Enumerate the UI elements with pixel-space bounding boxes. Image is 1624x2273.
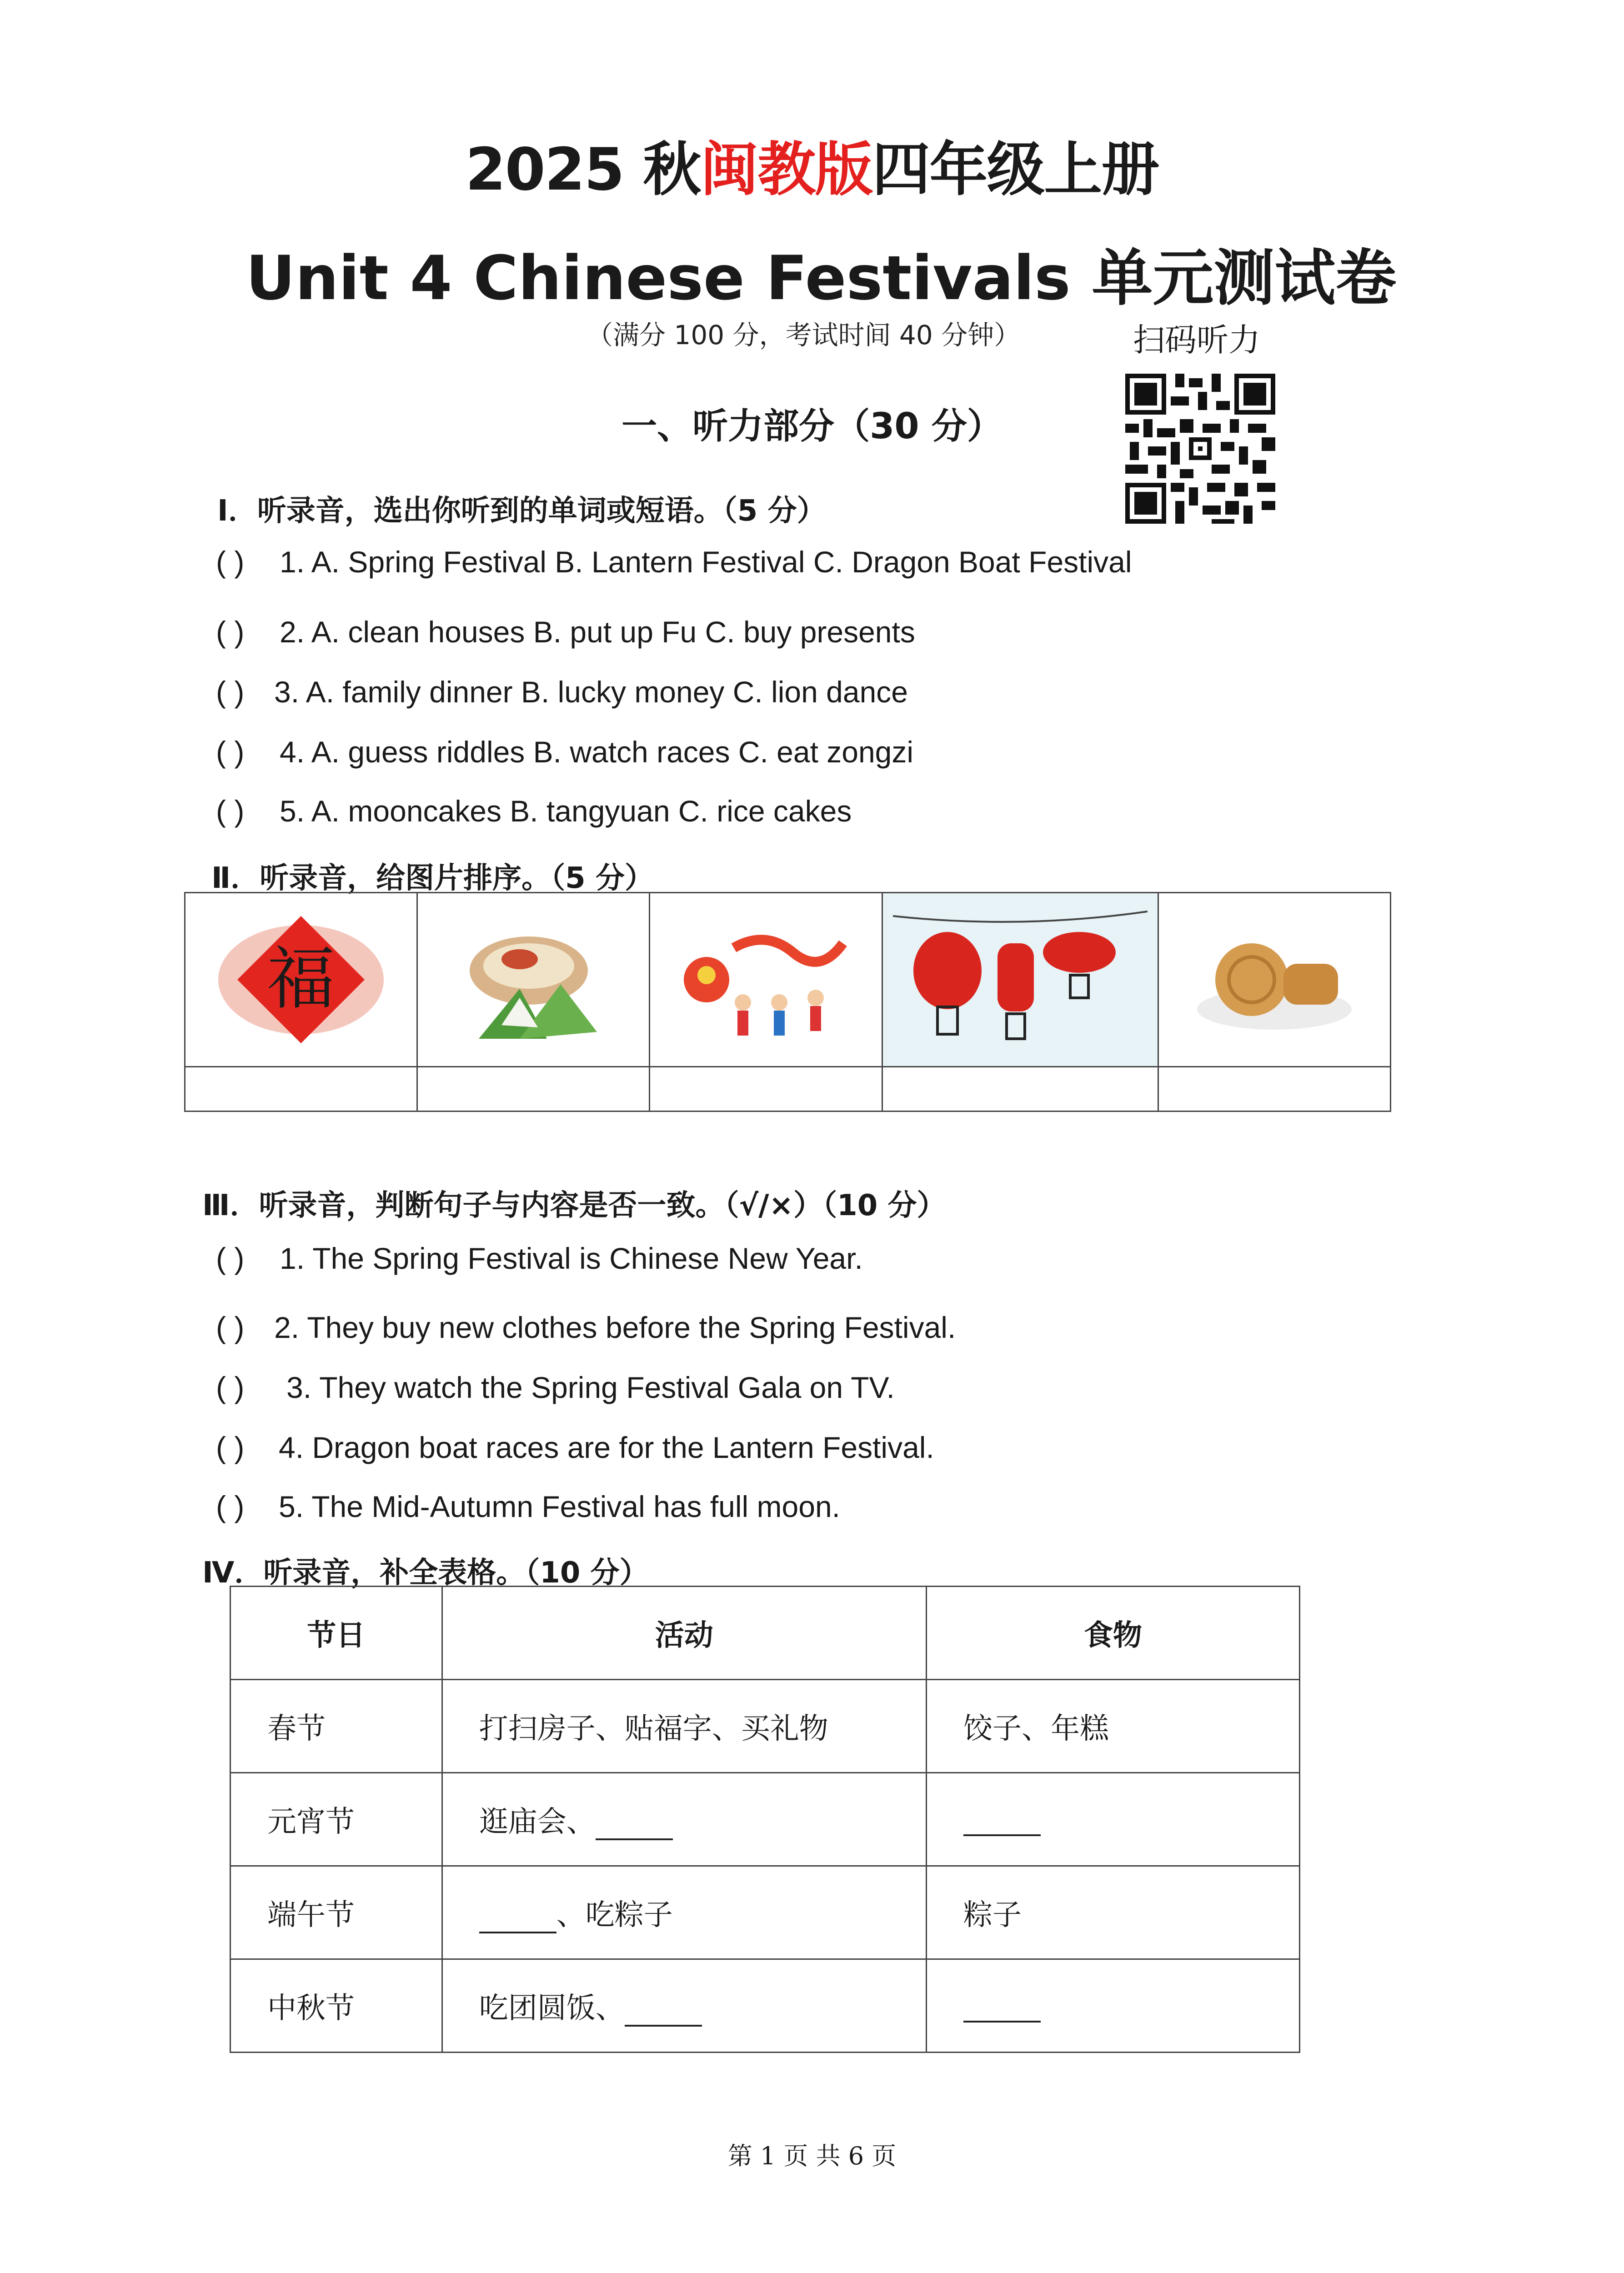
order-blank-2[interactable] [417, 1067, 650, 1111]
part1-question-4: ( ) 4. A. guess riddles B. watch races C. eat zongzi [216, 735, 914, 769]
answer-parens[interactable]: ( ) [216, 1311, 245, 1344]
title-prefix: 2025 秋 [465, 136, 701, 204]
part1-question-1: ( ) 1. A. Spring Festival B. Lantern Festival C. Dragon Boat Festival [216, 545, 1132, 579]
part3-statement-1: ( ) 1. The Spring Festival is Chinese New Year. [216, 1242, 863, 1275]
unit-title: Unit 4 Chinese Festivals 单元测试卷 [246, 243, 1397, 314]
answer-parens[interactable]: ( ) [216, 1431, 245, 1464]
picture-lanterns [882, 893, 1158, 1067]
part3-statement-3: ( ) 3. They watch the Spring Festival Gala on TV. [216, 1371, 895, 1404]
title-suffix: 四年级上册 [872, 136, 1159, 204]
part1-question-5: ( ) 5. A. mooncakes B. tangyuan C. rice cakes [216, 794, 852, 828]
order-blank-1[interactable] [185, 1067, 417, 1111]
part3-statement-5: ( ) 5. The Mid-Autumn Festival has full moon. [216, 1490, 840, 1523]
fill-blank[interactable] [625, 2007, 702, 2027]
answer-parens[interactable]: ( ) [216, 1242, 245, 1275]
column-food: 食物 [926, 1587, 1299, 1680]
fill-blank[interactable] [479, 1913, 556, 1933]
activity-cell: 打扫房子、贴福字、买礼物 [442, 1680, 926, 1773]
part4-heading: Ⅳ．听录音，补全表格。（10 分） [202, 1556, 649, 1590]
fu-character-icon [215, 905, 387, 1055]
part3-heading: Ⅲ．听录音，判断句子与内容是否一致。（√/×）（10 分） [202, 1189, 946, 1222]
page-footer: 第 1 页 共 6 页 [727, 2142, 897, 2170]
food-cell: 饺子、年糕 [926, 1680, 1299, 1773]
picture-lion-dance [650, 893, 882, 1067]
picture-order-table [184, 892, 1391, 1112]
activity-cell: 、吃粽子 [442, 1866, 926, 1959]
part1-question-2: ( ) 2. A. clean houses B. put up Fu C. buy presents [216, 615, 915, 649]
activity-cell: 逛庙会、 [442, 1773, 926, 1866]
exam-title [0, 123, 1624, 206]
title-highlight: 闽教版 [700, 136, 872, 204]
order-blank-4[interactable] [882, 1067, 1158, 1111]
table-row [231, 1773, 1300, 1866]
festival-cell: 元宵节 [231, 1773, 442, 1866]
answer-parens[interactable]: ( ) [216, 545, 245, 579]
answer-parens[interactable]: ( ) [216, 615, 245, 649]
festival-cell: 中秋节 [231, 1959, 442, 2053]
picture-fu [185, 893, 417, 1067]
answer-parens[interactable]: ( ) [216, 675, 245, 709]
column-festival: 节日 [231, 1587, 442, 1680]
table-row [231, 1959, 1300, 2053]
table-row [231, 1680, 1300, 1773]
part1-heading: Ⅰ．听录音，选出你听到的单词或短语。（5 分） [217, 494, 826, 528]
order-blank-5[interactable] [1158, 1067, 1391, 1111]
red-lanterns-icon [893, 902, 1148, 1057]
part3-statement-2: ( ) 2. They buy new clothes before the Spring Festival. [216, 1311, 956, 1344]
festival-cell: 端午节 [231, 1866, 442, 1959]
order-blank-3[interactable] [650, 1067, 882, 1111]
qr-code-icon[interactable] [1125, 374, 1275, 524]
festival-cell: 春节 [231, 1680, 442, 1773]
scan-label: 扫码听力 [1133, 321, 1260, 359]
part3-statement-4: ( ) 4. Dragon boat races are for the Lantern Festival. [216, 1431, 934, 1464]
zongzi-icon [451, 907, 615, 1052]
table-row [231, 1866, 1300, 1959]
lion-dragon-dance-icon [675, 911, 857, 1048]
fill-blank[interactable] [963, 1816, 1041, 1836]
part2-heading: Ⅱ．听录音，给图片排序。（5 分） [211, 861, 654, 895]
part1-question-3: ( ) 3. A. family dinner B. lucky money C. lion dance [216, 675, 908, 709]
picture-mooncakes [1158, 893, 1391, 1067]
activity-cell: 吃团圆饭、 [442, 1959, 926, 2053]
table-header-row [231, 1587, 1300, 1680]
mooncakes-icon [1193, 911, 1356, 1048]
picture-zongzi [417, 893, 650, 1067]
fill-blank[interactable] [596, 1820, 673, 1840]
section-heading-listening: 一、听力部分（30 分） [622, 406, 1002, 447]
answer-parens[interactable]: ( ) [216, 1371, 245, 1404]
score-time-note: （满分 100 分，考试时间 40 分钟） [586, 320, 1021, 350]
festival-table [230, 1586, 1300, 2053]
food-cell [926, 1773, 1299, 1866]
svg-text:福: 福 [267, 940, 336, 1019]
food-cell [926, 1959, 1299, 2053]
answer-parens[interactable]: ( ) [216, 735, 245, 769]
food-cell: 粽子 [926, 1866, 1299, 1959]
answer-parens[interactable]: ( ) [216, 1490, 245, 1523]
answer-parens[interactable]: ( ) [216, 794, 245, 828]
fill-blank[interactable] [963, 2003, 1041, 2023]
column-activity: 活动 [442, 1587, 926, 1680]
